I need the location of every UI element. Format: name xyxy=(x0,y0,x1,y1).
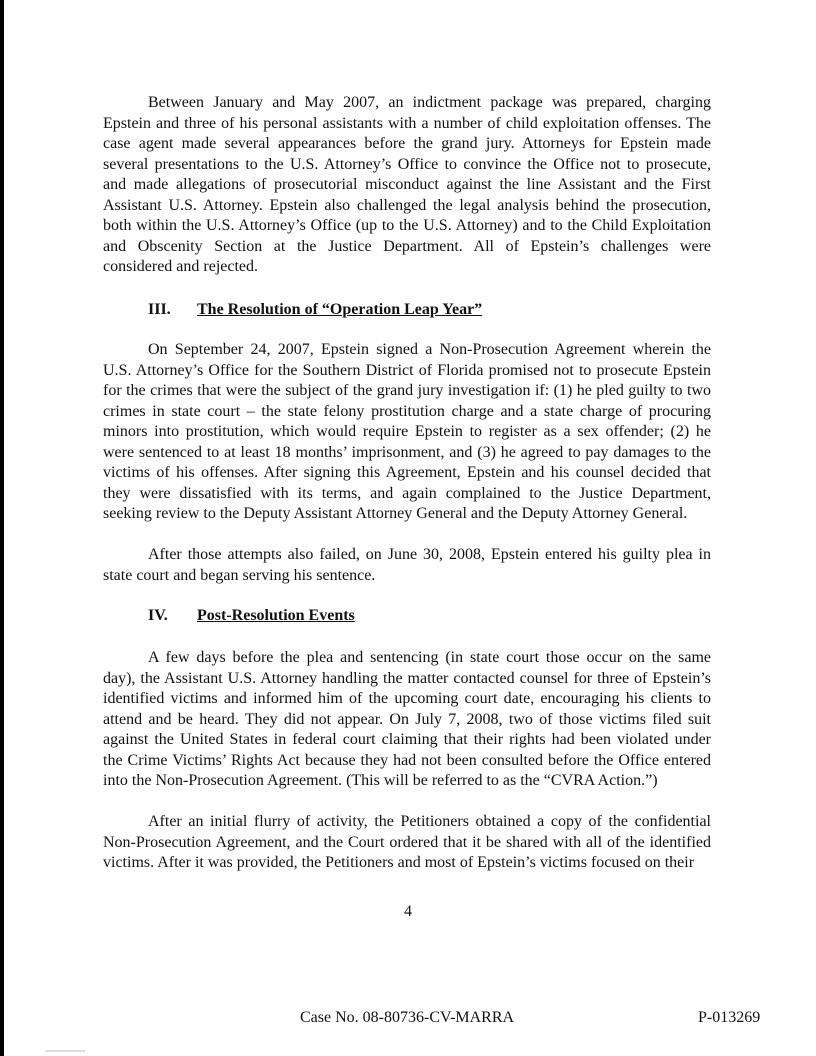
paragraph-line: against the United States in federal court claiming that their rights had been violated under xyxy=(103,731,711,748)
footer-case-number: Case No. 08-80736-CV-MARRA xyxy=(300,1009,515,1026)
paragraph-line: day), the Assistant U.S. Attorney handling the matter contacted counsel for three of Epstein’s xyxy=(103,670,711,687)
paragraph-line: On September 24, 2007, Epstein signed a Non-Prosecution Agreement wherein the xyxy=(148,341,711,358)
paragraph-line: state court and began serving his sentence. xyxy=(103,567,376,584)
paragraph-line: into the Non-Prosecution Agreement. (This will be referred to as the “CVRA Action.”) xyxy=(103,772,658,789)
paragraph-line: After those attempts also failed, on June 30, 2008, Epstein entered his guilty plea in xyxy=(148,546,711,563)
paragraph-line: and Obscenity Section at the Justice Department. All of Epstein’s challenges were xyxy=(103,238,711,255)
paragraph-line: After an initial flurry of activity, the Petitioners obtained a copy of the confidential xyxy=(148,813,711,830)
section-heading-iv xyxy=(148,606,355,626)
section-title: The Resolution of “Operation Leap Year” xyxy=(197,301,483,318)
paragraph-line: Non-Prosecution Agreement, and the Court ordered that it be shared with all of the identified xyxy=(103,834,711,851)
section-number: IV. xyxy=(148,607,168,624)
paragraph-line: victims of his offenses. After signing this Agreement, Epstein and his counsel decided that xyxy=(103,464,711,481)
paragraph-line: Between January and May 2007, an indictment package was prepared, charging xyxy=(148,94,711,111)
paragraph-line: Epstein and three of his personal assistants with a number of child exploitation offenses. The xyxy=(103,115,711,132)
section-number: III. xyxy=(148,301,171,318)
paragraph-line: they were dissatisfied with its terms, and again complained to the Justice Department, xyxy=(103,485,711,502)
paragraph-line: were sentenced to at least 18 months’ imprisonment, and (3) he agreed to pay damages to the xyxy=(103,444,711,461)
section-title: Post-Resolution Events xyxy=(197,607,355,624)
paragraph-line: seeking review to the Deputy Assistant Attorney General and the Deputy Attorney General. xyxy=(103,505,688,522)
paragraph-line: both within the U.S. Attorney’s Office (up to the U.S. Attorney) and to the Child Exploitation xyxy=(103,217,711,234)
paragraph-line: the Crime Victims’ Rights Act because they had not been consulted before the Office entered xyxy=(103,752,711,769)
paragraph-line: considered and rejected. xyxy=(103,258,259,275)
paragraph-line: attend and be heard. They did not appear. On July 7, 2008, two of those victims filed suit xyxy=(103,711,711,728)
paragraph-line: U.S. Attorney’s Office for the Southern District of Florida promised not to prosecute Epstein xyxy=(103,362,711,379)
paragraph-line: for the crimes that were the subject of the grand jury investigation if: (1) he pled guilty to two xyxy=(103,382,711,399)
paragraph-line: case agent made several appearances before the grand jury. Attorneys for Epstein made xyxy=(103,135,711,152)
footer-bates-number: P-013269 xyxy=(698,1009,761,1026)
scan-edge xyxy=(0,0,4,1056)
section-heading-iii xyxy=(148,300,482,320)
paragraph-line: several presentations to the U.S. Attorney’s Office to convince the Office not to prosecute, xyxy=(103,156,711,173)
paragraph-line: and made allegations of prosecutorial misconduct against the line Assistant and the First xyxy=(103,176,711,193)
paragraph-line: A few days before the plea and sentencing (in state court those occur on the same xyxy=(148,649,711,666)
scan-artifact xyxy=(45,1050,85,1052)
paragraph-line: minors into prostitution, which would require Epstein to register as a sex offender; (2) he xyxy=(103,423,711,440)
paragraph-line: crimes in state court – the state felony prostitution charge and a state charge of procuring xyxy=(103,403,711,420)
paragraph-line: identified victims and informed him of the upcoming court date, encouraging his clients to xyxy=(103,690,711,707)
page-number: 4 xyxy=(404,903,412,920)
paragraph-line: victims. After it was provided, the Petitioners and most of Epstein’s victims focused on their xyxy=(103,854,695,871)
paragraph-line: Assistant U.S. Attorney. Epstein also challenged the legal analysis behind the prosecution, xyxy=(103,197,711,214)
